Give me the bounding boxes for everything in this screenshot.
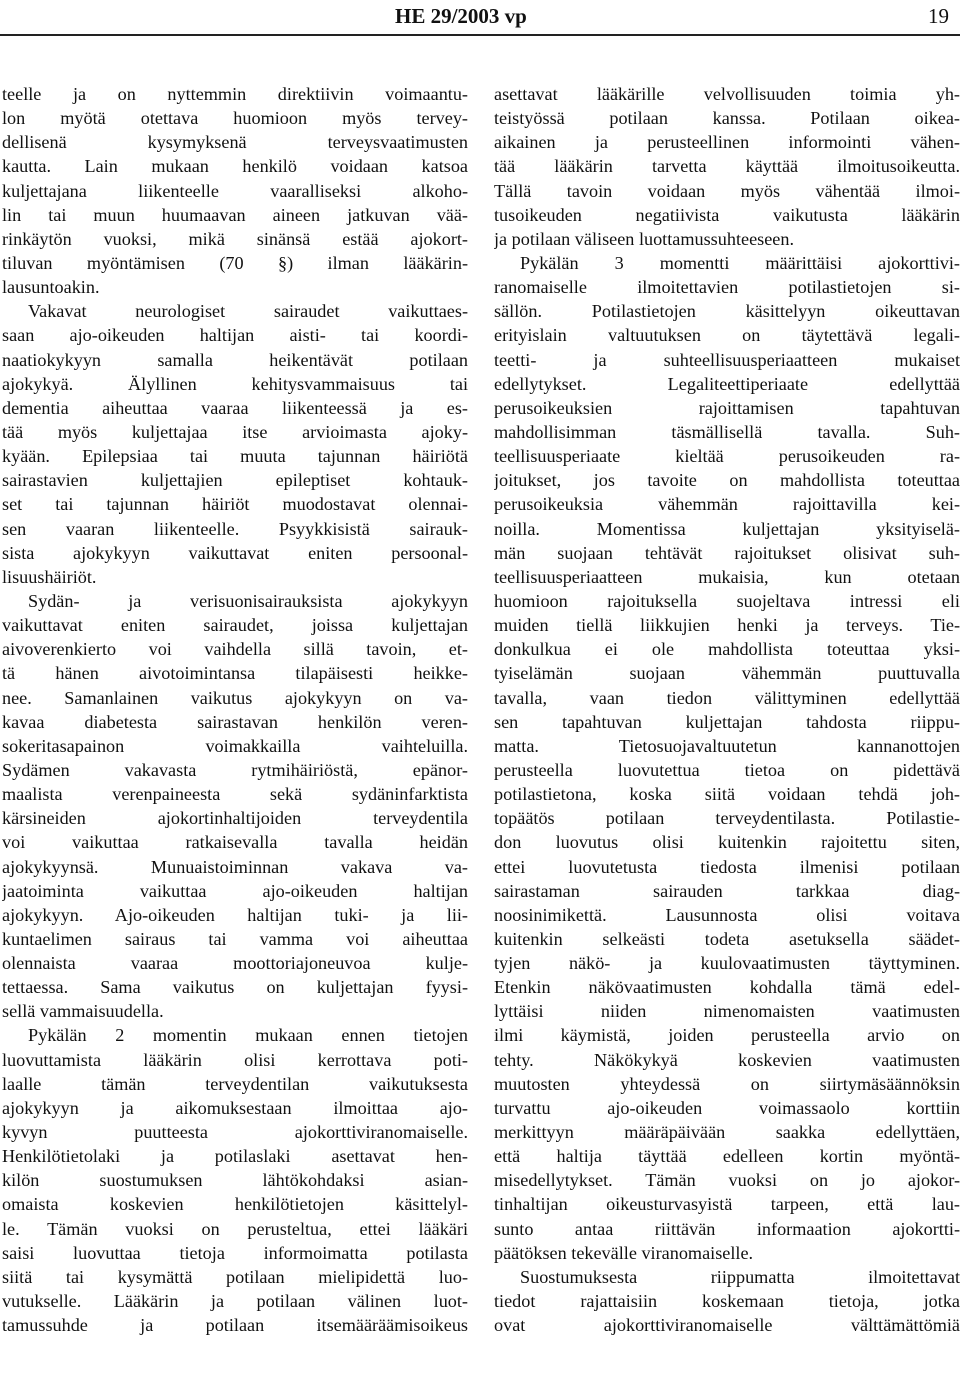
text-line: voi vaikuttaa ratkaisevalla tavalla heidän xyxy=(2,832,468,853)
text-line: dellisenä kysymyksenä terveysvaatimusten xyxy=(2,132,468,153)
text-line: Pykälän 2 momentin mukaan ennen tietojen xyxy=(28,1025,468,1046)
text-line: tää myös kuljettajaa itse arvioimasta ajoky- xyxy=(2,421,468,442)
text-line: ajokykyyn ja aikomuksestaan ilmoittaa ajo- xyxy=(2,1097,468,1118)
text-line: lyttäisi niiden nimenomaisten vaatimusten xyxy=(494,1001,960,1022)
text-line: tä hänen aivotoimintansa tilapäisesti heikke- xyxy=(2,663,468,684)
text-line: lin tai muun huumaavan aineen jatkuvan vää- xyxy=(2,204,468,225)
text-line: sista ajokykyyn vaikuttavat eniten persoonal- xyxy=(2,542,468,563)
text-line: don luovutus olisi kuitenkin rajoitettu siten, xyxy=(494,832,960,853)
text-line: topäätös potilaan terveydentilasta. Potilastie- xyxy=(494,808,960,829)
text-line: sällön. Potilastietojen käsittelyyn oikeuttavan xyxy=(494,301,960,322)
text-line: kyvyn puutteesta ajokorttiviranomaiselle. xyxy=(2,1122,468,1143)
text-line: Pykälän 3 momentti määrittäisi ajokorttivi- xyxy=(520,252,960,273)
text-line: kärsineiden ajokortinhaltijoiden terveydentila xyxy=(2,808,468,829)
text-line: tettaessa. Sama vaikutus on kuljettajan fyysi- xyxy=(2,977,468,998)
text-line: teellisuusperiaate kieltää perusoikeuden ra- xyxy=(494,446,960,467)
text-line: män suojaan tehtävät rajoitukset olisivat suh- xyxy=(494,542,960,563)
text-line: vutukselle. Lääkärin ja potilaan välinen luot- xyxy=(2,1291,468,1312)
text-line: maalista verenpaineesta sekä sydäninfarktista xyxy=(2,784,468,805)
text-line: tiluvan myöntämisen (70 §) ilman lääkärin- xyxy=(2,252,468,273)
text-line: mahdollisimman täsmällisellä tavalla. Suh- xyxy=(494,421,960,442)
text-line: tiedot rajattaisiin koskemaan tietoja, jotka xyxy=(494,1291,960,1312)
text-line: kuljettajana liikenteelle vaaralliseksi alkoho- xyxy=(2,180,468,201)
text-line: lausuntoakin. xyxy=(2,277,100,298)
text-line: jaatoiminta vaikuttaa ajo-oikeuden haltijan xyxy=(2,880,468,901)
text-line: Sydän- ja verisuonisairauksista ajokykyyn xyxy=(28,590,468,611)
text-line: matta. Tietosuojavaltuutetun kannanottojen xyxy=(494,735,960,756)
text-line: ranomaiselle ilmoitettavien potilastietojen si- xyxy=(494,277,960,298)
text-line: Suostumuksesta riippumatta ilmoitettavat xyxy=(520,1266,960,1287)
text-line: tyiselämän suojaan vähemmän puuttuvalla xyxy=(494,663,960,684)
text-line: kautta. Lain mukaan henkilö voidaan katsoa xyxy=(2,156,468,177)
right-column xyxy=(494,82,960,1337)
text-line: asettavat lääkärille velvollisuuden toimia yh- xyxy=(494,84,960,104)
text-line: misedellytykset. Tämän vuoksi on jo ajokor- xyxy=(494,1170,960,1191)
text-line: tusoikeuden negatiivista vaikutusta lääkärin xyxy=(494,204,960,225)
text-line: Vakavat neurologiset sairaudet vaikuttaes- xyxy=(28,301,468,322)
document-id: HE 29/2003 vp xyxy=(395,4,527,28)
text-line: lon myötä otettava huomioon myös tervey- xyxy=(2,108,468,129)
text-line: kavaa diabetesta sairastavan henkilön veren- xyxy=(2,711,468,732)
text-line: noilla. Momentissa kuljettajan yksityiselä- xyxy=(494,518,960,539)
text-line: kilön suostumuksen lähtökohdaksi asian- xyxy=(2,1170,468,1191)
text-line: sellä vammaisuudella. xyxy=(2,1001,164,1022)
text-line: perusteella luovutettua tietoa on pidettävä xyxy=(494,759,960,780)
text-line: noosinimikettä. Lausunnosta olisi voitava xyxy=(494,904,960,925)
header-rule xyxy=(0,34,960,36)
text-line: teistyössä potilaan kanssa. Potilaan oikea- xyxy=(494,108,960,129)
text-line: nee. Samanlainen vaikutus ajokykyyn on va- xyxy=(2,687,468,708)
text-line: olennaista vaaraa moottoriajoneuvoa kulje- xyxy=(2,953,468,974)
text-line: le. Tämän vuoksi on perusteltua, ettei lääkäri xyxy=(2,1218,468,1239)
text-line: aivoverenkierto voi vaihdella sillä tavoin, et- xyxy=(2,639,468,660)
text-line: Tällä tavoin voidaan myös vähentää ilmoi- xyxy=(494,180,960,201)
text-line: siitä tai kysymättä potilaan mielipidettä luo- xyxy=(2,1266,468,1287)
text-line: ja potilaan väliseen luottamussuhteeseen. xyxy=(494,228,795,249)
text-line: teellisuusperiaatteen mukaisia, kun otetaan xyxy=(494,566,960,587)
text-line: joitukset, jos tavoite on mahdollista toteuttaa xyxy=(494,470,960,491)
text-line: muutosten yhteydessä on siirtymäsäännöksin xyxy=(494,1073,960,1094)
text-line: ovat ajokorttiviranomaiselle välttämättömiä xyxy=(494,1315,960,1336)
text-line: huomioon rajoituksella suojeltava intressi eli xyxy=(494,590,960,611)
text-line: teetti- ja suhteellisuusperiaatteen mukaiset xyxy=(494,349,960,370)
text-line: tyjen näkö- ja kuulovaatimusten täyttyminen. xyxy=(494,953,960,974)
text-line: muiden tiellä liikkujien henki ja terveys. Tie- xyxy=(494,615,960,636)
left-column xyxy=(2,82,468,1337)
text-line: saisi luovuttaa tietoja informoimatta potilasta xyxy=(2,1242,468,1263)
text-line: tamussuhde ja potilaan itsemääräämisoikeus xyxy=(2,1315,468,1336)
text-line: ilmi käymistä, joiden perusteella arvio on xyxy=(494,1025,960,1046)
text-line: dementia aiheuttaa vaaraa liikenteessä ja es- xyxy=(2,397,468,418)
text-line: Etenkin näkövaatimusten kohdalla tämä edel- xyxy=(494,977,960,998)
text-line: naatiokykyyn samalla heikentävät potilaan xyxy=(2,349,468,370)
text-line: tavalla, vaan tiedon välittyminen edellyttää xyxy=(494,687,960,708)
text-line: kyään. Epilepsiaa tai muuta tajunnan häiriötä xyxy=(2,446,468,467)
text-line: sen vaaran liikenteelle. Psyykkisistä sairauk- xyxy=(2,518,468,539)
text-line: potilastietona, koska siitä voidaan tehdä joh- xyxy=(494,784,960,805)
text-line: aikainen ja perusteellinen informointi vähen- xyxy=(494,132,960,153)
text-line: ajokykyyn. Ajo-oikeuden haltijan tuki- ja lii- xyxy=(2,904,468,925)
text-line: päätöksen tekevälle viranomaiselle. xyxy=(494,1242,754,1263)
text-line: lisuushäiriöt. xyxy=(2,566,97,587)
text-line: ettei luovutetusta tiedosta ilmenisi potilaan xyxy=(494,856,960,877)
text-line: laalle tämän terveydentilan vaikutuksesta xyxy=(2,1073,468,1094)
text-line: Sydämen vakavasta rytmihäiriöstä, epänor- xyxy=(2,759,468,780)
text-line: tinhaltijan oikeusturvasyistä tarpeen, että lau- xyxy=(494,1194,960,1215)
text-line: omaista koskevien henkilötietojen käsittelyl- xyxy=(2,1194,468,1215)
text-line: Henkilötietolaki ja potilaslaki asettavat hen- xyxy=(2,1146,468,1167)
text-line: ajokykyynsä. Munuaistoiminnan vakava va- xyxy=(2,856,468,877)
text-line: set tai tajunnan häiriöt muodostavat olennai- xyxy=(2,494,468,515)
text-line: rinkäytön vuoksi, mikä sinänsä estää ajokort- xyxy=(2,228,468,249)
text-line: edellytykset. Legaliteettiperiaate edellyttää xyxy=(494,373,960,394)
text-line: sen tapahtuvan kuljettajan tahdosta riippu- xyxy=(494,711,960,732)
text-line: tehty. Näkökykyä koskevien vaatimusten xyxy=(494,1049,960,1070)
text-line: turvattu ajo-oikeuden voimassaolo korttiin xyxy=(494,1097,960,1118)
text-line: donkulkua ei ole mahdollista toteuttaa yksi- xyxy=(494,639,960,660)
text-line: perusoikeuksia vähemmän rajoittavilla kei- xyxy=(494,494,960,515)
text-line: kuntaelimen sairaus tai vamma voi aiheuttaa xyxy=(2,928,468,949)
text-line: teelle ja on nyttemmin direktiivin voimaantu- xyxy=(2,84,468,104)
text-line: perusoikeuksien rajoittamisen tapahtuvan xyxy=(494,397,960,418)
text-line: sunto antaa riittävän informaation ajokortti- xyxy=(494,1218,960,1239)
text-line: ajokykyä. Älyllinen kehitysvammaisuus tai xyxy=(2,373,468,394)
text-line: sokeritasapainon voimakkailla vaihteluilla. xyxy=(2,735,468,756)
text-line: sairastavien kuljettajien epileptiset kohtauk- xyxy=(2,470,468,491)
text-line: erityislain valtuutuksen on täytettävä legali- xyxy=(494,325,960,346)
text-line: saan ajo-oikeuden haltijan aisti- tai koordi- xyxy=(2,325,468,346)
text-line: merkittyyn määräpäivään saakka edellyttäen, xyxy=(494,1122,960,1143)
text-line: kuitenkin selkeästi todeta asetuksella säädet- xyxy=(494,928,960,949)
text-line: että haltija täyttää edelleen kortin myöntä- xyxy=(494,1146,960,1167)
page-number: 19 xyxy=(928,4,949,28)
text-line: tää lääkärin tarvetta käyttää ilmoitusoikeutta. xyxy=(494,156,960,177)
text-line: vaikuttavat eniten sairaudet, joissa kuljettajan xyxy=(2,615,468,636)
text-line: sairastaman sairauden tarkkaa diag- xyxy=(494,880,960,901)
page-header xyxy=(0,0,960,38)
text-line: luovuttamista lääkärin olisi kerrottava poti- xyxy=(2,1049,468,1070)
